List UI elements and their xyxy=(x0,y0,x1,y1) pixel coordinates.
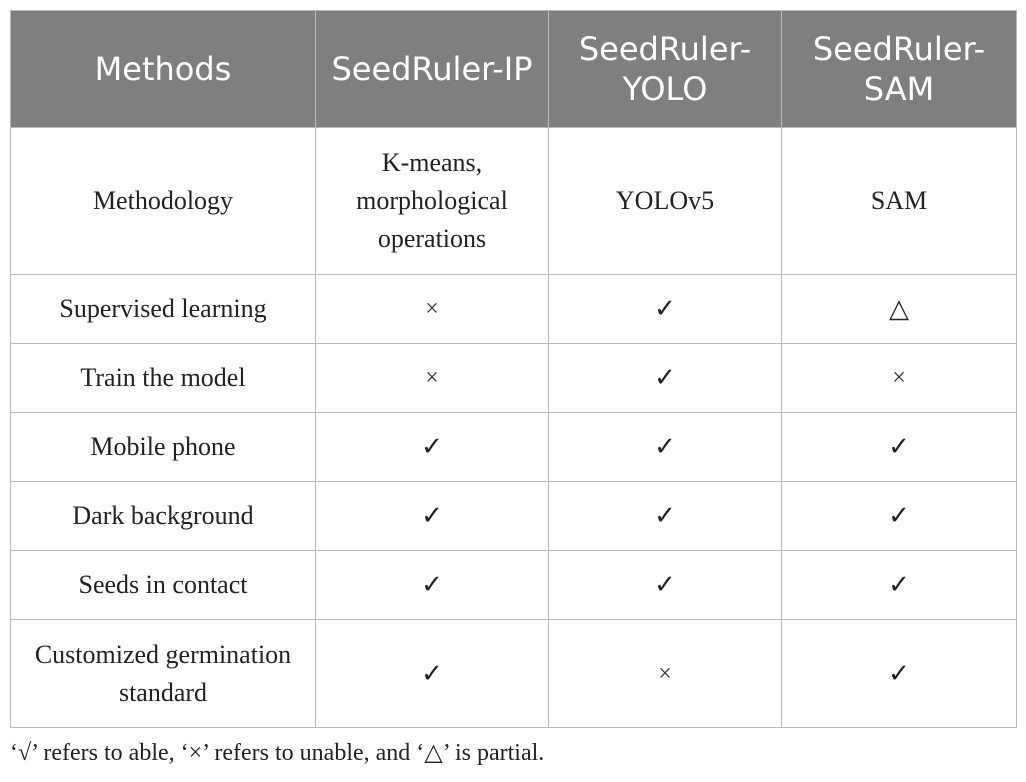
table-row xyxy=(11,128,1017,275)
cross-icon: × xyxy=(316,275,549,344)
check-icon: ✓ xyxy=(549,275,782,344)
check-icon: ✓ xyxy=(316,413,549,482)
cross-icon: × xyxy=(549,620,782,728)
header-seedruler-yolo: SeedRuler-YOLO xyxy=(549,11,782,128)
header-row xyxy=(11,11,1017,128)
check-icon: ✓ xyxy=(782,413,1017,482)
check-icon: ✓ xyxy=(549,551,782,620)
triangle-icon: △ xyxy=(782,275,1017,344)
check-icon: ✓ xyxy=(316,620,549,728)
check-icon: ✓ xyxy=(782,551,1017,620)
comparison-table xyxy=(10,10,1017,728)
cross-icon: × xyxy=(316,344,549,413)
table-row xyxy=(11,275,1017,344)
check-icon: ✓ xyxy=(316,482,549,551)
table-cell: SAM xyxy=(782,128,1017,275)
check-icon: ✓ xyxy=(549,482,782,551)
header-seedruler-ip: SeedRuler-IP xyxy=(316,11,549,128)
table-footnote: ‘√’ refers to able, ‘×’ refers to unable, and ‘△’ is partial. xyxy=(10,740,545,766)
row-label: Seeds in contact xyxy=(11,551,316,620)
row-label: Supervised learning xyxy=(11,275,316,344)
check-icon: ✓ xyxy=(782,620,1017,728)
check-icon: ✓ xyxy=(549,413,782,482)
table-cell: YOLOv5 xyxy=(549,128,782,275)
table-row xyxy=(11,413,1017,482)
table-cell: K-means, morphological operations xyxy=(316,128,549,275)
table-row xyxy=(11,344,1017,413)
row-label: Train the model xyxy=(11,344,316,413)
row-label: Methodology xyxy=(11,128,316,275)
table-row xyxy=(11,620,1017,728)
check-icon: ✓ xyxy=(549,344,782,413)
check-icon: ✓ xyxy=(316,551,549,620)
check-icon: ✓ xyxy=(782,482,1017,551)
header-methods: Methods xyxy=(11,11,316,128)
row-label: Customized germination standard xyxy=(11,620,316,728)
row-label: Dark background xyxy=(11,482,316,551)
table-row xyxy=(11,482,1017,551)
header-seedruler-sam: SeedRuler-SAM xyxy=(782,11,1017,128)
cross-icon: × xyxy=(782,344,1017,413)
table-row xyxy=(11,551,1017,620)
row-label: Mobile phone xyxy=(11,413,316,482)
